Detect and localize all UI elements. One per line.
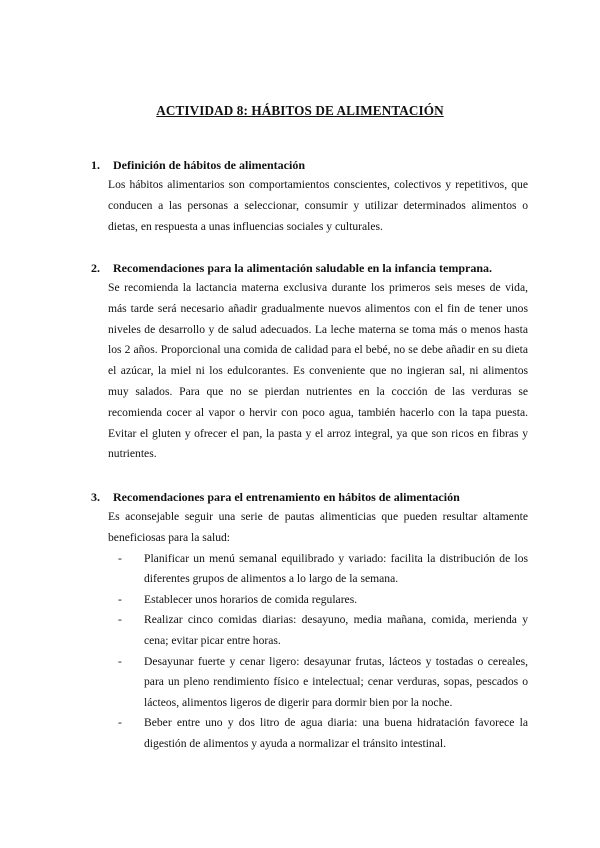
section-heading	[91, 155, 528, 175]
section-paragraph: Se recomienda la lactancia materna exclusiva durante los primeros seis meses de vida, más tarde será necesario añadir gradualmente nuevos alimentos con el fin de tener unos niveles de desarrollo y de salud adecuados. La leche materna se toma más o menos hasta los 2 años. Proporcional una comida de calidad para el bebé, no se debe añadir en su dieta el azúcar, la miel ni los edulcorantes. Es conveniente que no ingieran sal, ni alimentos muy salados. Para que no se pierdan nutrientes en la cocción de las verduras se recomienda cocer al vapor o hervir con poco agua, también hacerlo con la tapa puesta. Evitar el gluten y ofrecer el pan, la pasta y el arroz integral, ya que son ricos en fibras y nutrientes.	[108, 281, 528, 461]
dash-marker: -	[118, 654, 122, 668]
dash-marker: -	[118, 592, 122, 606]
section-definition	[91, 155, 528, 237]
section-number: 3.	[91, 490, 100, 504]
section-number: 1.	[91, 158, 100, 172]
dash-marker: -	[118, 551, 122, 565]
section-heading	[91, 487, 528, 507]
dash-marker: -	[118, 716, 122, 730]
list-item-text: Beber entre uno y dos litro de agua diaria: una buena hidratación favorece la digestión de alimentos y ayuda a normalizar el tránsito intestinal.	[144, 716, 528, 750]
list-item	[108, 590, 528, 611]
list-item-text: Realizar cinco comidas diarias: desayuno, media mañana, comida, merienda y cena; evitar picar entre horas.	[144, 613, 528, 647]
section-paragraph: Es aconsejable seguir una serie de pautas alimenticias que pueden resultar altamente beneficiosas para la salud:	[108, 510, 528, 544]
dash-marker: -	[118, 613, 122, 627]
recommendations-list	[108, 549, 528, 755]
section-early-childhood	[91, 258, 528, 465]
section-title: Recomendaciones para la alimentación saludable en la infancia temprana.	[113, 261, 492, 275]
section-heading	[91, 258, 528, 278]
section-title: Definición de hábitos de alimentación	[113, 158, 306, 172]
list-item-text: Desayunar fuerte y cenar ligero: desayunar frutas, lácteos y tostadas o cereales, para un pleno rendimiento físico e intelectual; cenar verduras, sopas, pescados o lácteos, alimentos ligeros de digerir para dormir bien por la noche.	[144, 654, 528, 709]
section-number: 2.	[91, 261, 100, 275]
page-title: ACTIVIDAD 8: HÁBITOS DE ALIMENTACIÓN	[156, 103, 444, 118]
list-item	[108, 549, 528, 590]
list-item-text: Establecer unos horarios de comida regulares.	[144, 592, 358, 606]
section-training	[91, 487, 528, 755]
list-item	[108, 713, 528, 754]
list-item-text: Planificar un menú semanal equilibrado y variado: facilita la distribución de los diferentes grupos de alimentos a lo largo de la semana.	[144, 551, 528, 586]
section-paragraph: Los hábitos alimentarios son comportamientos conscientes, colectivos y repetitivos, que conducen a las personas a seleccionar, consumir y utilizar determinados alimentos o dietas, en respuesta a unas influencias sociales y culturales.	[108, 178, 528, 233]
section-title: Recomendaciones para el entrenamiento en hábitos de alimentación	[113, 490, 460, 504]
list-item	[108, 652, 528, 714]
list-item	[108, 610, 528, 651]
